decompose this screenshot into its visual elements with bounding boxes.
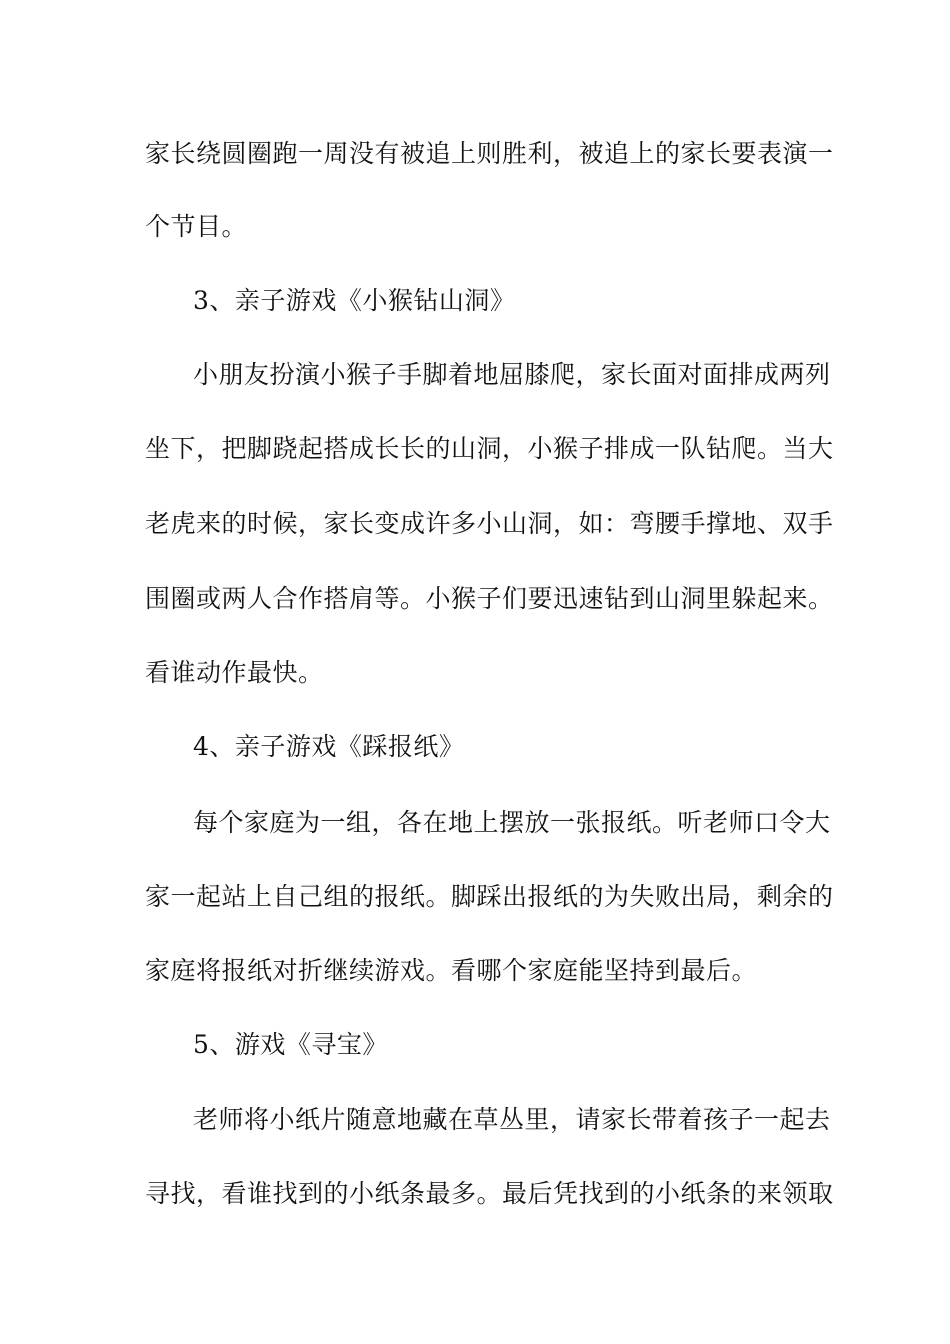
text-line: 家长绕圆圈跑一周没有被追上则胜利，被追上的家长要表演一	[145, 139, 834, 168]
section-heading: 3、亲子游戏《小猴钻山洞》	[193, 286, 516, 315]
section-heading: 4、亲子游戏《踩报纸》	[193, 732, 465, 761]
text-line: 老师将小纸片随意地藏在草丛里，请家长带着孩子一起去	[193, 1105, 831, 1134]
text-line: 围圈或两人合作搭肩等。小猴子们要迅速钻到山洞里躲起来。	[145, 584, 834, 613]
text-line: 坐下，把脚跷起搭成长长的山洞，小猴子排成一队钻爬。当大	[145, 434, 834, 463]
text-line: 个节目。	[145, 212, 248, 241]
text-line: 家庭将报纸对折继续游戏。看哪个家庭能坚持到最后。	[145, 956, 758, 985]
text-line: 小朋友扮演小猴子手脚着地屈膝爬，家长面对面排成两列	[193, 360, 831, 389]
text-line: 家一起站上自己组的报纸。脚踩出报纸的为失败出局，剩余的	[145, 882, 834, 911]
section-heading: 5、游戏《寻宝》	[193, 1030, 388, 1059]
text-line: 老虎来的时候，家长变成许多小山洞，如：弯腰手撑地、双手	[145, 509, 834, 538]
text-line: 看谁动作最快。	[145, 658, 324, 687]
text-line: 寻找，看谁找到的小纸条最多。最后凭找到的小纸条的来领取	[145, 1179, 834, 1208]
text-line: 每个家庭为一组，各在地上摆放一张报纸。听老师口令大	[193, 808, 831, 837]
